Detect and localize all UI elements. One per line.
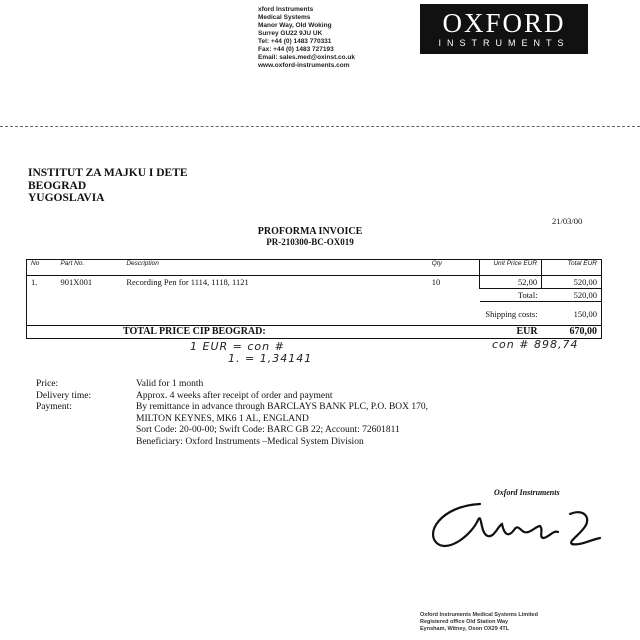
payment-line: Sort Code: 20-00-00; Swift Code: BARC GB 22; Account: 72601811 <box>136 425 400 435</box>
payment-line: MILTON KEYNES, MK6 1 AL, ENGLAND <box>136 413 309 424</box>
recipient-address <box>28 167 188 205</box>
total-value: 520,00 <box>542 289 602 302</box>
invoice-title: PROFORMA INVOICE <box>257 226 363 237</box>
col-header-total: Total EUR <box>542 260 602 276</box>
col-header-description: Description <box>122 260 427 276</box>
payment-line: Beneficiary: Oxford Instruments –Medical System Division <box>136 436 364 447</box>
total-label: Total: <box>480 289 542 302</box>
grand-total-value: 670,00 <box>569 326 597 337</box>
terms-value <box>136 402 428 448</box>
cell-unit-price: 52,00 <box>480 276 542 289</box>
payment-terms <box>36 379 428 448</box>
shipping-row <box>27 302 602 326</box>
handwritten-note: 1 EUR = con # <box>190 340 285 353</box>
handwritten-note: 1. = 1,34141 <box>228 352 313 365</box>
col-header-qty: Qty <box>428 260 480 276</box>
invoice-table <box>26 259 602 339</box>
table-header-row <box>27 260 602 276</box>
terms-label: Delivery time: <box>36 390 92 401</box>
table-row <box>27 276 602 289</box>
invoice-ref: PR-210300-BC-OX019 <box>266 237 354 247</box>
sender-line: Email: sales.med@oxinst.co.uk <box>258 54 356 61</box>
total-row <box>27 289 602 302</box>
invoice-title-block <box>190 226 430 248</box>
cell-total: 520,00 <box>542 276 602 289</box>
col-header-no: No <box>27 260 57 276</box>
signature <box>420 490 610 560</box>
cell-part: 901X001 <box>60 277 93 287</box>
footer-line: Oxford Instruments Medical Systems Limited <box>420 612 538 618</box>
footer-line: Eynsham, Witney, Oxon OX29 4TL <box>420 626 510 632</box>
cell-description: Recording Pen for 1114, 1118, 1121 <box>126 277 249 287</box>
grand-total-label: TOTAL PRICE CIP BEOGRAD: <box>123 326 266 337</box>
cell-qty: 10 <box>431 277 441 287</box>
invoice-date: 21/03/00 <box>552 216 583 226</box>
logo-name: OXFORD <box>442 8 566 38</box>
divider <box>0 126 640 127</box>
terms-label: Payment: <box>36 402 72 412</box>
sender-line: Tel: +44 (0) 1483 770331 <box>258 38 332 45</box>
sender-line: Surrey GU22 9JU UK <box>258 30 323 37</box>
sender-line: Fax: +44 (0) 1483 727193 <box>258 46 334 53</box>
col-header-part: Part No. <box>56 260 122 276</box>
signature-company: Oxford Instruments <box>494 488 560 497</box>
recipient-line: INSTITUT ZA MAJKU I DETE <box>28 167 188 179</box>
terms-row-price <box>36 379 428 391</box>
logo-sub: INSTRUMENTS <box>438 38 570 48</box>
recipient-line: BEOGRAD <box>28 179 87 192</box>
grand-total-currency: EUR <box>516 326 538 337</box>
terms-value: Valid for 1 month <box>136 379 204 389</box>
handwritten-note: con # 898,74 <box>492 338 579 351</box>
shipping-label: Shipping costs: <box>485 309 538 319</box>
col-header-unit-price: Unit Price EUR <box>480 260 542 276</box>
footer-line: Registered office Old Station Way <box>420 619 509 625</box>
oxford-logo <box>420 4 588 54</box>
sender-line: Medical Systems <box>258 14 311 21</box>
terms-value: Approx. 4 weeks after receipt of order and payment <box>136 390 333 401</box>
recipient-line: YUGOSLAVIA <box>28 192 105 204</box>
cell-no: 1. <box>31 277 38 287</box>
sender-line: xford Instruments <box>258 6 314 13</box>
shipping-value: 150,00 <box>573 309 597 319</box>
payment-line: By remittance in advance through BARCLAYS BANK PLC, P.O. BOX 170, <box>136 402 429 412</box>
terms-label: Price: <box>36 379 59 389</box>
sender-line: Manor Way, Old Woking <box>258 22 332 29</box>
terms-row-delivery <box>36 391 428 403</box>
sender-line: www.oxford-instruments.com <box>258 62 350 69</box>
footer <box>420 612 538 633</box>
terms-row-payment <box>36 402 428 448</box>
sender-address <box>258 6 355 70</box>
grand-total-row <box>27 326 602 339</box>
